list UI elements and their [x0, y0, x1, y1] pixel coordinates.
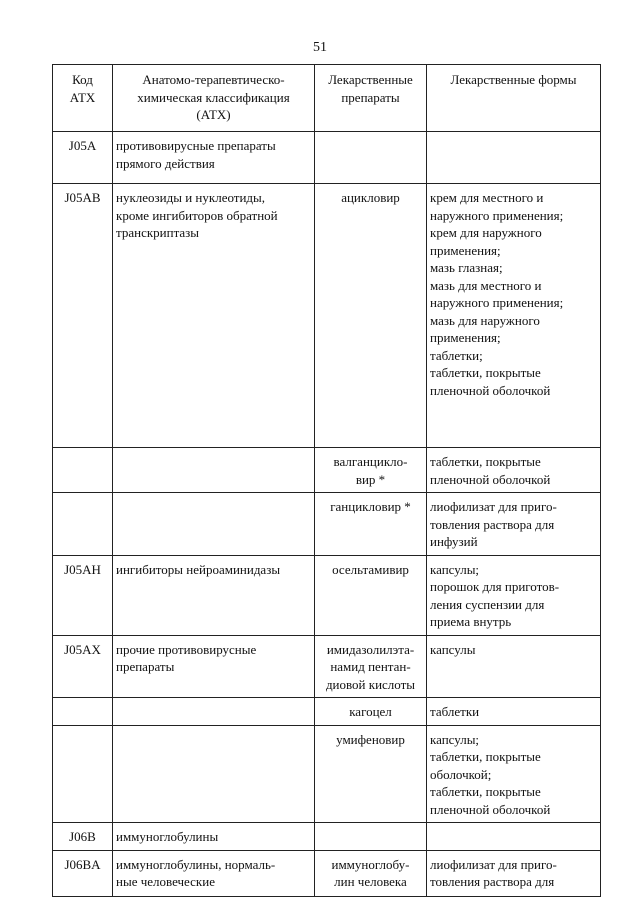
table-row — [53, 555, 601, 635]
atx-code-cell: J05AX — [53, 635, 113, 698]
forms-cell: крем для местного и наружного применения; крем для наружного применения; мазь глазная; мазь для местного и наружного применения; мазь для наружного применения; таблетки; таблетки, покрытые пленочной оболочкой — [427, 184, 601, 448]
header-forms: Лекарственные формы — [427, 65, 601, 132]
classification-cell — [113, 725, 315, 823]
table-row — [53, 448, 601, 493]
classification-cell: ингибиторы нейроаминидазы — [113, 555, 315, 635]
drug-cell: валганциклo- вир * — [315, 448, 427, 493]
classification-cell — [113, 448, 315, 493]
atx-code-cell: J05A — [53, 132, 113, 184]
classification-cell — [113, 698, 315, 726]
drug-cell — [315, 132, 427, 184]
atx-code-cell: J06B — [53, 823, 113, 851]
forms-cell: таблетки — [427, 698, 601, 726]
classification-cell: прочие противовирусные препараты — [113, 635, 315, 698]
classification-cell: иммуноглобулины — [113, 823, 315, 851]
header-code: Код АТХ — [53, 65, 113, 132]
table-row — [53, 698, 601, 726]
table-header-row — [53, 65, 601, 132]
table-row — [53, 725, 601, 823]
drug-cell: ганцикловир * — [315, 493, 427, 556]
forms-cell: лиофилизат для приго- товления раствора для инфузий — [427, 493, 601, 556]
forms-cell: таблетки, покрытые пленочной оболочкой — [427, 448, 601, 493]
header-drugs: Лекарственные препараты — [315, 65, 427, 132]
atx-code-cell — [53, 493, 113, 556]
drug-cell: ацикловир — [315, 184, 427, 448]
classification-cell: нуклеозиды и нуклеотиды, кроме ингибиторов обратной транскриптазы — [113, 184, 315, 448]
atx-code-cell: J05AB — [53, 184, 113, 448]
table-row — [53, 635, 601, 698]
forms-cell — [427, 823, 601, 851]
classification-cell: противовирусные препараты прямого действия — [113, 132, 315, 184]
classification-cell — [113, 493, 315, 556]
atx-code-cell: J06BA — [53, 850, 113, 896]
table-row — [53, 493, 601, 556]
forms-cell — [427, 132, 601, 184]
table-row — [53, 823, 601, 851]
forms-cell: лиофилизат для приго- товления раствора для — [427, 850, 601, 896]
atx-code-cell: J05AH — [53, 555, 113, 635]
atx-code-cell — [53, 448, 113, 493]
drug-cell — [315, 823, 427, 851]
forms-cell: капсулы; порошок для приготов- ления суспензии для приема внутрь — [427, 555, 601, 635]
forms-cell: капсулы — [427, 635, 601, 698]
page-number: 51 — [313, 40, 327, 55]
header-classification: Анатомо-терапевтическо- химическая классификация (АТХ) — [113, 65, 315, 132]
drug-cell: имидазолилэта- намид пентан- диовой кислоты — [315, 635, 427, 698]
atx-table — [52, 64, 601, 897]
table-row — [53, 850, 601, 896]
forms-cell: капсулы; таблетки, покрытые оболочкой; таблетки, покрытые пленочной оболочкой — [427, 725, 601, 823]
drug-cell: умифеновир — [315, 725, 427, 823]
table-row — [53, 184, 601, 448]
classification-cell: иммуноглобулины, нормаль- ные человеческие — [113, 850, 315, 896]
table-row — [53, 132, 601, 184]
atx-code-cell — [53, 725, 113, 823]
drug-cell: осельтамивир — [315, 555, 427, 635]
drug-cell: кагоцел — [315, 698, 427, 726]
drug-cell: иммуноглобу- лин человека — [315, 850, 427, 896]
atx-code-cell — [53, 698, 113, 726]
